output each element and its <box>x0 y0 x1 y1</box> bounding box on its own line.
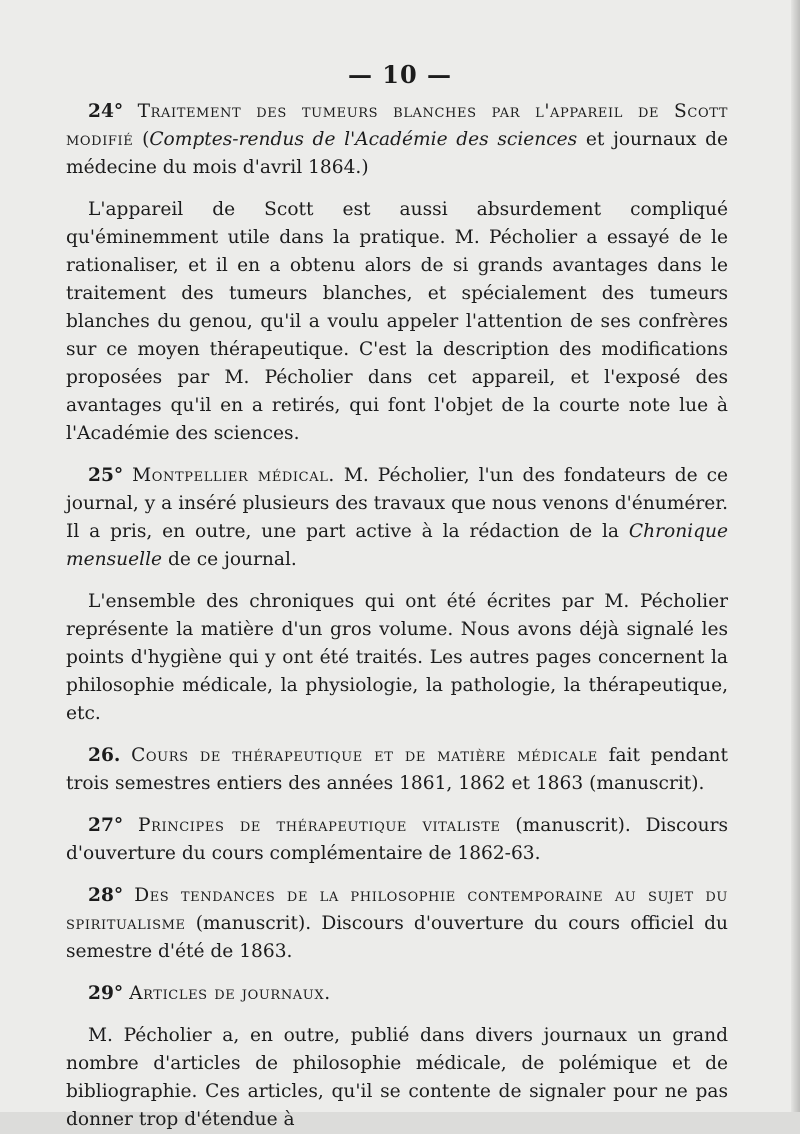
entry-source: Comptes-rendus de l'Académie des sciences <box>149 129 578 150</box>
entry-title: Cours de thérapeutique et de matière médicale <box>131 745 598 766</box>
entry-rest: (manuscrit). Discours d'ouverture du cours complémentaire de 1862-63. <box>66 815 728 864</box>
entry-29-heading <box>66 980 728 1008</box>
entry-title: Traitement des tumeurs blanches par l'appareil de Scott modifié <box>66 101 728 150</box>
page-edge-shadow <box>791 0 800 1112</box>
entry-25-heading <box>66 462 728 574</box>
entry-title: Montpellier médical. <box>132 465 335 486</box>
entry-27 <box>66 812 728 868</box>
entry-number: 25° <box>88 465 124 486</box>
entry-28 <box>66 882 728 966</box>
entry-24-heading <box>66 98 728 182</box>
paren: ( <box>142 129 150 150</box>
entry-number: 26. <box>88 745 121 766</box>
entry-29-paragraph: M. Pécholier a, en outre, publié dans divers journaux un grand nombre d'articles de philosophie médicale, de polémique et de bibliographie. Ces articles, qu'il se contente de signaler pour ne pas donner trop d'étendue à <box>66 1025 728 1130</box>
entry-title: Principes de thérapeutique vitaliste <box>138 815 501 836</box>
entry-number: 24° <box>88 101 124 122</box>
entry-title: Des tendances de la philosophie contemporaine au sujet du spiritualisme <box>66 885 728 934</box>
entry-rest: (manuscrit). Discours d'ouverture du cours officiel du semestre d'été de 1863. <box>66 913 728 962</box>
entry-number: 28° <box>88 885 124 906</box>
entry-26 <box>66 742 728 798</box>
entry-24-paragraph: L'appareil de Scott est aussi absurdement compliqué qu'éminemment utile dans la pratique. M. Pécholier a essayé de le rationaliser, et il en a obtenu alors de si grands avantages dans le traitement des tumeurs blanches, et spécialement des tumeurs blanches du genou, qu'il a voulu appeler l'attention de ses confrères sur ce moyen thérapeutique. C'est la description des modifications proposées par M. Pécholier dans cet appareil, et l'exposé des avantages qu'il en a retirés, qui font l'objet de la courte note lue à l'Académie des sciences. <box>66 199 728 444</box>
entry-text: M. Pécholier, l'un des fondateurs de ce journal, y a inséré plusieurs des travaux que nous venons d'énumérer. Il a pris, en outre, une part active à la rédaction de la <box>66 465 729 542</box>
entry-number: 27° <box>88 815 124 836</box>
entry-title: Articles de journaux. <box>129 983 331 1004</box>
entry-rest: fait pendant trois semestres entiers des années 1861, 1862 et 1863 (manuscrit). <box>66 745 728 794</box>
page-content <box>66 98 728 1134</box>
entry-text-after: de ce journal. <box>167 549 297 570</box>
entry-number: 29° <box>88 983 124 1004</box>
entry-italic: Chronique mensuelle <box>66 521 728 570</box>
entry-25-paragraph: L'ensemble des chroniques qui ont été écrites par M. Pécholier représente la matière d'un gros volume. Nous avons déjà signalé les points d'hygiène qui y ont été traités. Les autres pages concernent la philosophie médicale, la physiologie, la pathologie, la thérapeutique, etc. <box>66 591 728 724</box>
page-number: — 10 — <box>347 60 453 89</box>
entry-rest: et journaux de médecine du mois d'avril 1864.) <box>66 129 728 178</box>
